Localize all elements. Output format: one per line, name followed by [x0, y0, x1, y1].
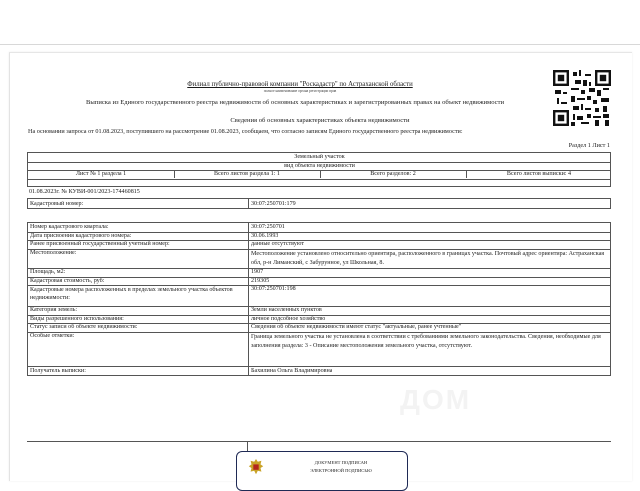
- organization-name: Филиал публично-правовой компании "Роскадастр" по Астраханской области: [187, 81, 413, 88]
- row-label: Дата присвоения кадастрового номера:: [30, 232, 132, 239]
- sections-total: Всего разделов: 2: [370, 171, 416, 177]
- cadastral-number-table: [27, 198, 611, 209]
- row-label: Местоположение:: [30, 250, 77, 256]
- section-sheets-total: Всего листов раздела 1: 1: [214, 171, 280, 177]
- row-value: 30:07:250701:198: [251, 286, 296, 292]
- row-value: 30:07:250701: [251, 224, 285, 230]
- stamp-line-2: ЭЛЕКТРОННОЙ ПОДПИСЬЮ: [310, 468, 372, 473]
- section-sheet-label: Раздел 1 Лист 1: [568, 142, 610, 149]
- row-label: Кадастровая стоимость, руб:: [30, 277, 105, 284]
- row-value: Сведения об объекте недвижимости имеют статус "актуальные, ранее учтенные": [251, 324, 462, 330]
- top-divider: [0, 44, 640, 45]
- characteristics-table: [27, 222, 611, 376]
- row-value: Бахилина Ольга Владимировна: [251, 367, 333, 374]
- row-label: Кадастровый номер:: [30, 200, 84, 207]
- object-type: Земельный участок: [294, 154, 345, 160]
- row-label: Кадастровые номера расположенных в пределах земельного участка объектов недвижимости:: [30, 287, 233, 301]
- electronic-signature-stamp: [236, 451, 408, 491]
- row-label: Номер кадастрового квартала:: [30, 224, 109, 230]
- row-value: 219305: [251, 277, 270, 284]
- object-type-table: [27, 152, 611, 187]
- sheet-number: Лист № 1 раздела 1: [75, 171, 127, 177]
- row-value: 1907: [251, 269, 264, 275]
- row-value: Местоположение установлено относительно ориентира, расположенного в границах участка. Почтовый адрес ориентира: Астраханская обл, р-н Лиманский, с Забурунное, ул Школьная, 8.: [251, 251, 605, 266]
- row-label: Категория земель:: [30, 307, 78, 313]
- emblem-icon: [247, 457, 265, 479]
- document-subtitle: Сведения об основных характеристиках объекта недвижимости: [230, 117, 410, 124]
- row-value: 30:07:250701:179: [251, 200, 296, 207]
- row-value: данные отсутствуют: [251, 241, 304, 247]
- extract-number: 01.08.2023г. № КУВИ-001/2023-174460815: [29, 189, 140, 195]
- signature-line: [27, 441, 611, 442]
- row-label: Получатель выписки:: [30, 367, 86, 374]
- row-label: Статус записи об объекте недвижимости:: [30, 324, 138, 330]
- extract-sheets-total: Всего листов выписки: 4: [506, 171, 572, 177]
- request-basis-text: На основании запроса от 01.08.2023, поступившего на рассмотрение 01.08.2023, сообщаем, что согласно записям Единого государственного реестра недвижимости:: [28, 128, 463, 135]
- qr-code-icon: [553, 70, 611, 126]
- row-value: Земли населенных пунктов: [251, 307, 322, 313]
- row-value: личное подсобное хозяйство: [251, 315, 326, 322]
- watermark: ДОМ: [400, 384, 472, 415]
- row-value: 30.06.1993: [251, 232, 279, 239]
- row-label: Особые отметки:: [30, 333, 75, 339]
- row-label: Ранее присвоенный государственный учетный номер:: [30, 241, 170, 247]
- row-label: Виды разрешенного использования:: [30, 315, 124, 322]
- row-value: Граница земельного участка не установлена в соответствии с требованиями земельного законодательства. Сведения, необходимые для заполнения раздела: 3 - Описание местоположения земельного участка, отсутствуют.: [251, 334, 601, 349]
- row-label: Площадь, м2:: [30, 269, 66, 275]
- document-title: Выписка из Единого государственного реестра недвижимости об основных характеристиках и зарегистрированных правах на объект недвижимости: [85, 99, 505, 106]
- organization-caption: полное наименование органа регистрации прав: [263, 89, 337, 93]
- stamp-line-1: ДОКУМЕНТ ПОДПИСАН: [314, 460, 368, 465]
- object-type-caption: вид объекта недвижимости: [284, 162, 355, 169]
